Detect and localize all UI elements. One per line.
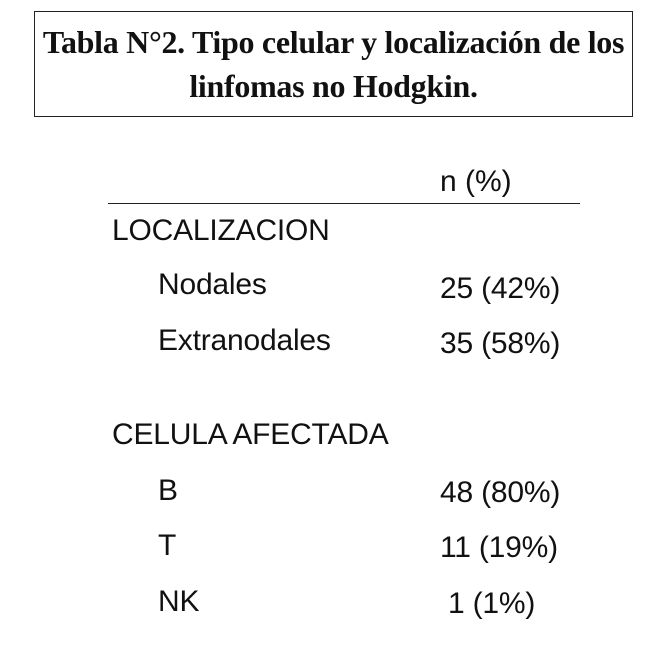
row-label-b: B [158, 474, 178, 507]
row-label-extranodales: Extranodales [158, 324, 331, 357]
row-value-b: 48 (80%) [440, 476, 561, 509]
section-heading-celula-afectada: CELULA AFECTADA [112, 418, 389, 451]
row-label-nk: NK [158, 585, 200, 618]
row-label-nodales: Nodales [158, 268, 267, 301]
section-heading-localizacion: LOCALIZACION [112, 214, 330, 247]
row-value-t: 11 (19%) [440, 531, 558, 564]
table-caption-line-1: Tabla N°2. Tipo celular y localización de los [42, 24, 625, 60]
row-value-nk: 1 (1%) [448, 587, 536, 620]
row-value-extranodales: 35 (58%) [440, 327, 561, 360]
table-caption-line-2: linfomas no Hodgkin. [189, 68, 478, 104]
row-value-nodales: 25 (42%) [440, 272, 561, 305]
header-rule [108, 203, 580, 204]
row-label-t: T [158, 529, 177, 562]
column-header-n-percent: n (%) [440, 165, 512, 198]
table-caption-box [34, 11, 633, 117]
